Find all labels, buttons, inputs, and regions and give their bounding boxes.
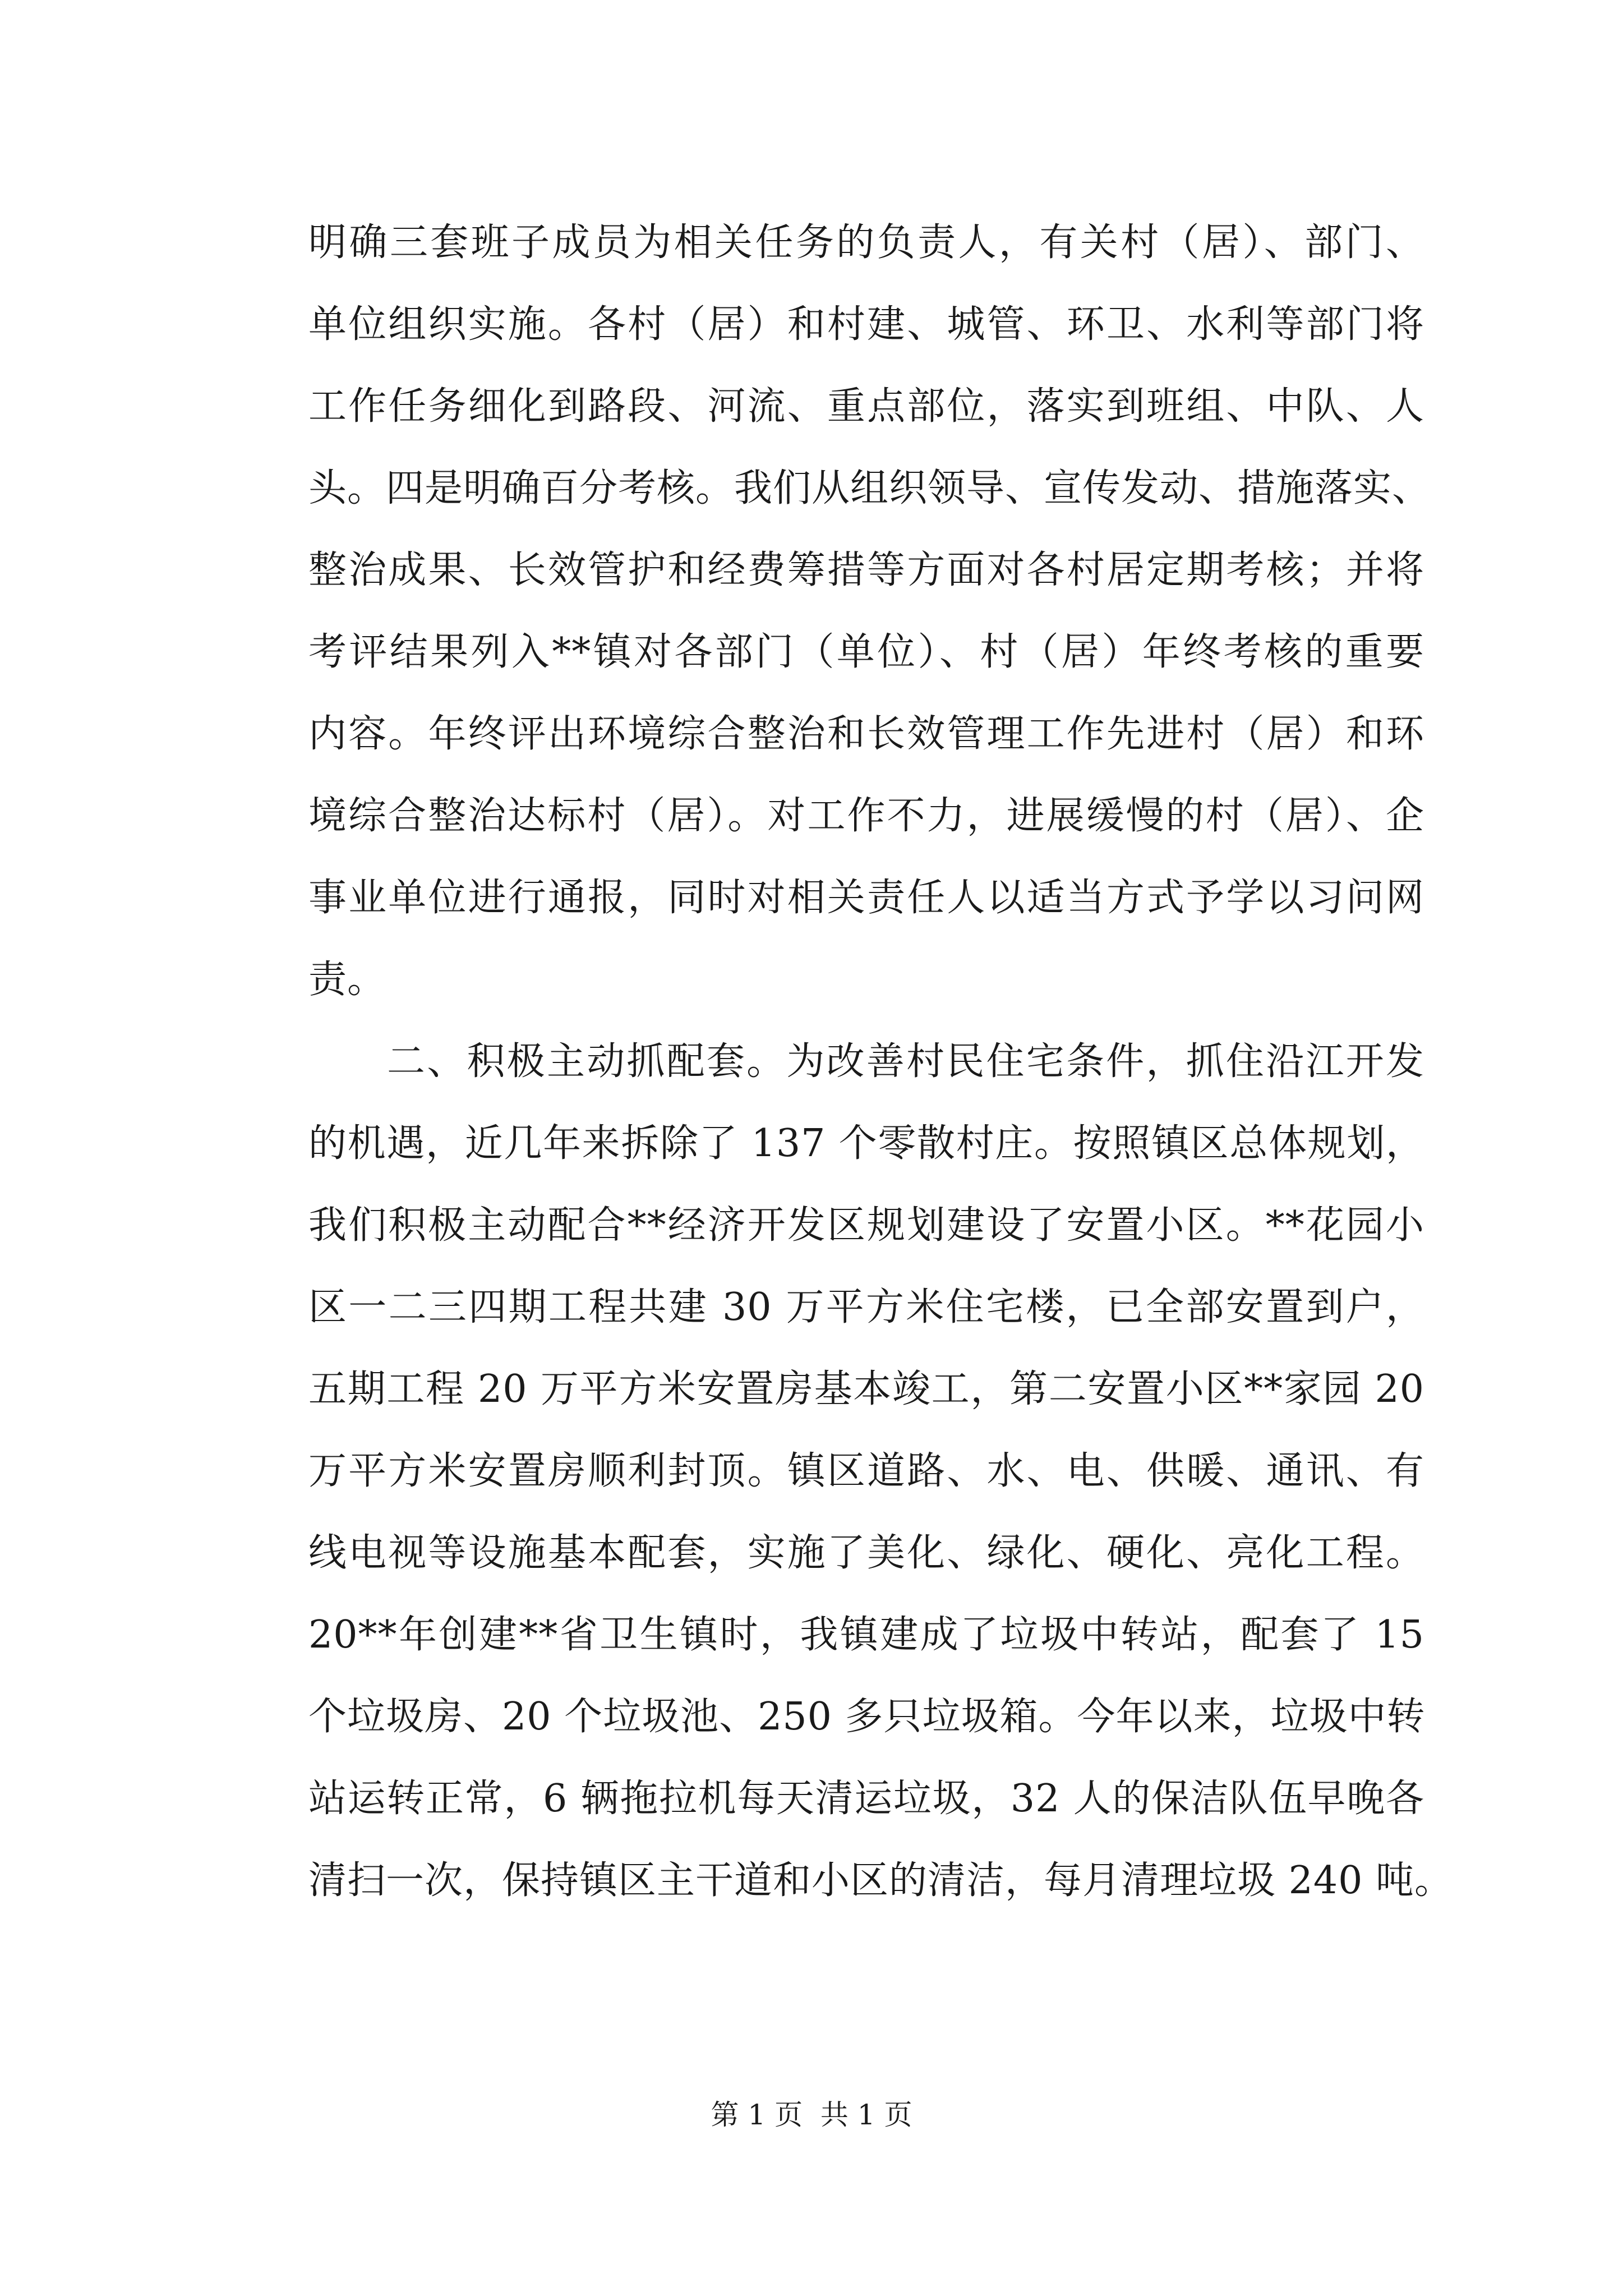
- text-line: 头。四是明确百分考核。我们从组织领导、宣传发动、措施落实、: [308, 466, 1431, 510]
- text-line: 个垃圾房、20 个垃圾池、250 多只垃圾箱。今年以来，垃圾中转: [308, 1695, 1426, 1739]
- text-line: 站运转正常，6 辆拖拉机每天清运垃圾，32 人的保洁队伍早晚各: [308, 1777, 1424, 1821]
- text-line: 五期工程 20 万平方米安置房基本竣工，第二安置小区**家园 20: [308, 1367, 1424, 1411]
- text-line: 我们积极主动配合**经济开发区规划建设了安置小区。**花园小: [308, 1203, 1424, 1248]
- text-line: 区一二三四期工程共建 30 万平方米住宅楼，已全部安置到户，: [308, 1285, 1424, 1329]
- document-body: [308, 202, 1454, 1922]
- text-line: 事业单位进行通报，同时对相关责任人以适当方式予学以习问网: [308, 876, 1424, 920]
- page-number: 第 1 页 共 1 页: [711, 2099, 912, 2131]
- text-line: 明确三套班子成员为相关任务的负责人，有关村（居）、部门、: [308, 220, 1424, 265]
- text-line: 考评结果列入**镇对各部门（单位）、村（居）年终考核的重要: [308, 630, 1424, 674]
- page-footer: [0, 2098, 1623, 2132]
- text-line: 内容。年终评出环境综合整治和长效管理工作先进村（居）和环: [308, 712, 1424, 756]
- text-line: 单位组织实施。各村（居）和村建、城管、环卫、水利等部门将: [308, 302, 1424, 347]
- section-heading-line: 二、积极主动抓配套。为改善村民住宅条件，抓住沿江开发: [387, 1039, 1424, 1084]
- text-line: 20**年创建**省卫生镇时，我镇建成了垃圾中转站，配套了 15: [308, 1613, 1424, 1657]
- text-line: 责。: [308, 958, 386, 1002]
- text-line: 万平方米安置房顺利封顶。镇区道路、水、电、供暖、通讯、有: [308, 1449, 1424, 1493]
- text-line: 线电视等设施基本配套，实施了美化、绿化、硬化、亮化工程。: [308, 1531, 1424, 1575]
- text-line: 清扫一次，保持镇区主干道和小区的清洁，每月清理垃圾 240 吨。: [308, 1858, 1454, 1903]
- text-line: 整治成果、长效管护和经费筹措等方面对各村居定期考核；并将: [308, 548, 1424, 592]
- text-line: 工作任务细化到路段、河流、重点部位，落实到班组、中队、人: [308, 384, 1424, 429]
- text-line: 的机遇，近几年来拆除了 137 个零散村庄。按照镇区总体规划，: [308, 1121, 1424, 1166]
- text-line: 境综合整治达标村（居）。对工作不力，进展缓慢的村（居）、企: [308, 794, 1424, 838]
